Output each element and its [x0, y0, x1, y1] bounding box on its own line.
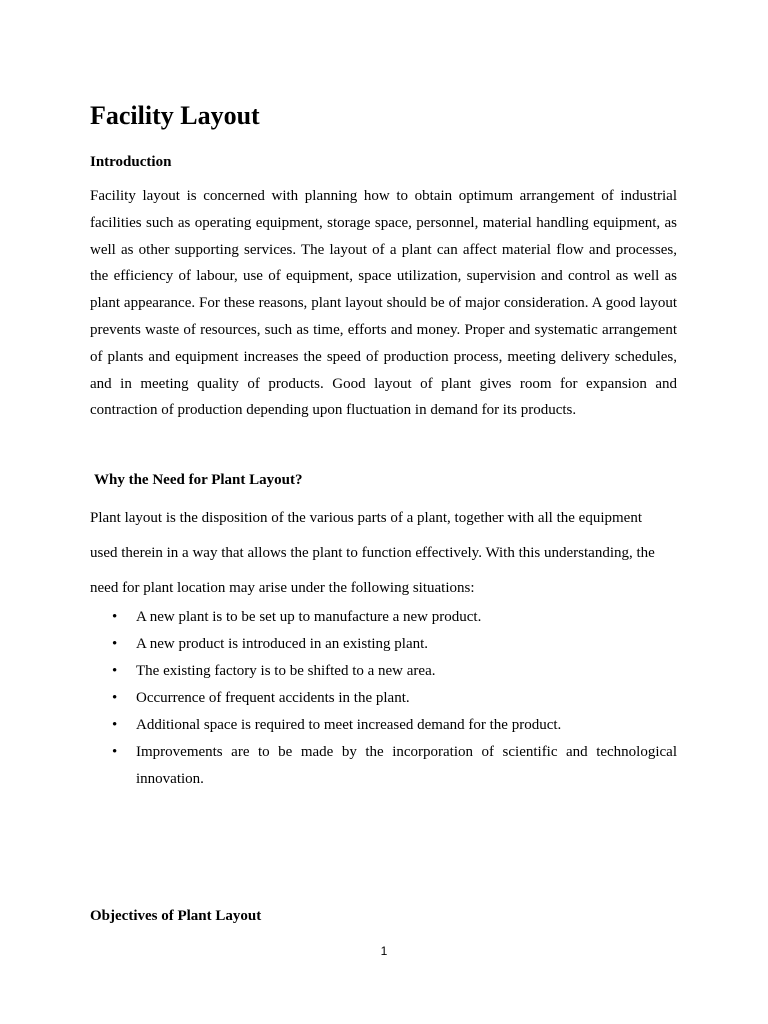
list-item-text: Additional space is required to meet increased demand for the product. [136, 717, 562, 733]
list-item-text: A new plant is to be set up to manufacture a new product. [136, 609, 482, 625]
why-need-paragraph-line: Plant layout is the disposition of the various parts of a plant, together with all the equipment [90, 510, 642, 526]
introduction-paragraph: Facility layout is concerned with planning how to obtain optimum arrangement of industrial facilities such as operating equipment, storage space, personnel, material handling equipment, as well as other supporting services. The layout of a plant can affect material flow and processes, the efficiency of labour, use of equipment, space utilization, supervision and control as well as plant appearance. For these reasons, plant layout should be of major consideration. A good layout prevents waste of resources, such as time, efforts and money. Proper and systematic arrangement of plants and equipment increases the speed of production process, meeting delivery schedules, and in meeting quality of products. Good layout of plant gives room for expansion and contraction of production depending upon fluctuation in demand for its products. [90, 188, 677, 419]
introduction-heading: Introduction [90, 154, 172, 170]
list-item [90, 739, 677, 793]
list-item [90, 685, 677, 712]
why-need-paragraph [90, 501, 690, 606]
list-item-text: A new product is introduced in an existing plant. [136, 636, 429, 652]
bullet-icon: • [112, 609, 118, 625]
situations-bullet-list [90, 604, 677, 793]
list-item-text: The existing factory is to be shifted to a new area. [136, 663, 436, 679]
list-item-text: Occurrence of frequent accidents in the plant. [136, 690, 410, 706]
why-need-paragraph-line: used therein in a way that allows the plant to function effectively. With this understanding, the [90, 545, 655, 561]
bullet-icon: • [112, 663, 118, 679]
bullet-icon: • [112, 690, 118, 706]
page-number: 1 [380, 944, 388, 958]
why-need-heading: Why the Need for Plant Layout? [94, 472, 303, 488]
document-title: Facility Layout [90, 101, 260, 130]
bullet-icon: • [112, 636, 118, 652]
list-item-text: Improvements are to be made by the incorporation of scientific and technological innovation. [136, 744, 677, 787]
bullet-icon: • [112, 744, 118, 760]
list-item [90, 631, 677, 658]
list-item [90, 712, 677, 739]
why-need-paragraph-line: need for plant location may arise under the following situations: [90, 580, 475, 596]
list-item [90, 604, 677, 631]
objectives-heading: Objectives of Plant Layout [90, 908, 262, 924]
bullet-icon: • [112, 717, 118, 733]
list-item [90, 658, 677, 685]
